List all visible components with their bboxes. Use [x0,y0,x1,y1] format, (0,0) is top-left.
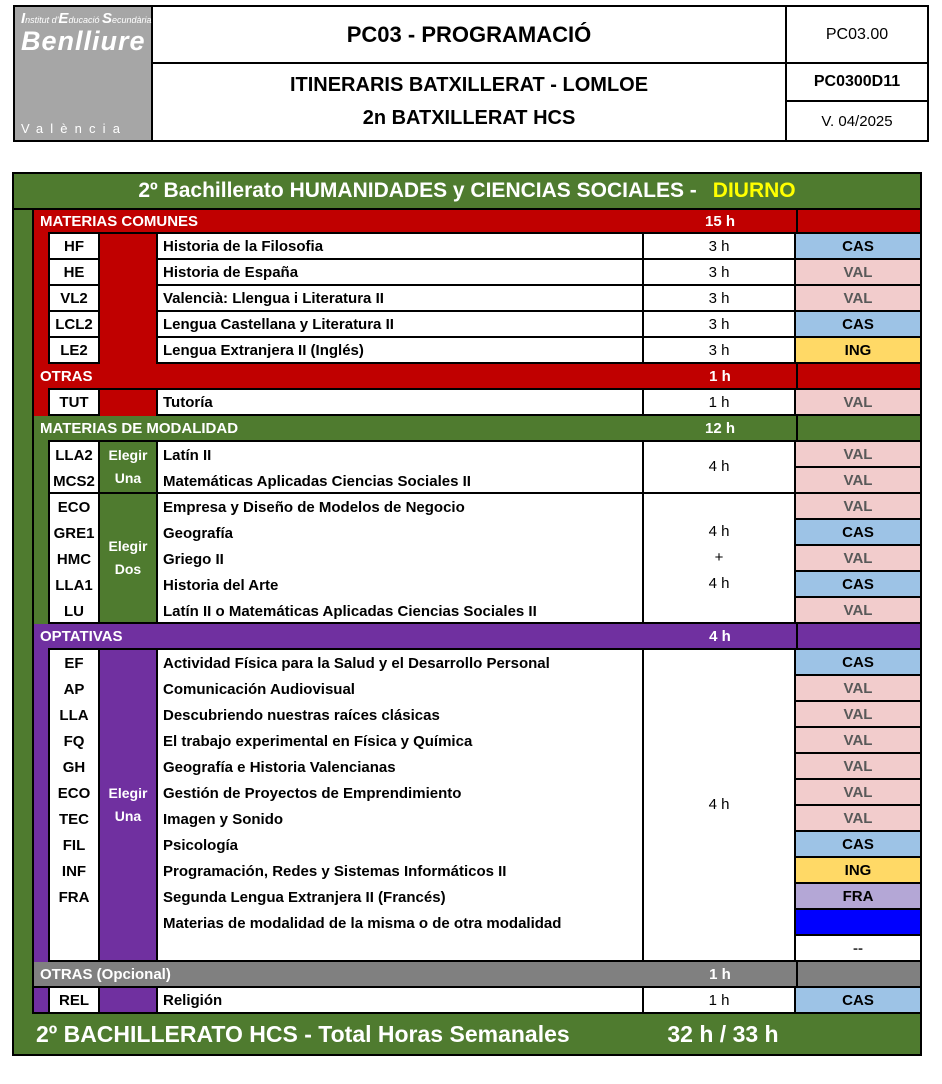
language-cell-empty: -- [796,936,920,962]
table-title-bar [14,174,920,210]
elegir-gap-cell [100,312,156,338]
language-cell-blue [796,910,920,936]
logo-city: València [21,121,128,136]
section-label: OTRAS (Opcional) [40,965,171,983]
subject-code-cell: HF [48,234,100,260]
language-cell: VAL [796,390,920,416]
language-cell: VAL [796,728,920,754]
group-hours: 4 h + 4 h [644,494,796,624]
document-subtitle [153,64,785,140]
table-row [48,286,920,312]
table-body [14,210,920,1014]
language-cell: CAS [796,520,920,546]
hours-cell: 3 h [644,234,796,260]
otras-header-bar [40,364,920,390]
language-cell: VAL [796,494,920,520]
hours-cell: 3 h [644,338,796,364]
subject-code-cell: VL2 [48,286,100,312]
subtitle-line-1: ITINERARIS BATXILLERAT - LOMLOE [289,74,649,96]
section-lang-cell [796,364,920,388]
language-cell: VAL [796,286,920,312]
language-cell: ING [796,858,920,884]
group-languages [796,494,920,624]
subject-name-cell: Tutoría [156,390,644,416]
hours-cell: 1 h [644,988,796,1014]
language-cell: ING [796,338,920,364]
subject-name-cell: Historia de la Filosofia [156,234,644,260]
section-hours: 1 h [709,965,731,983]
subject-name-cell: Historia de España [156,260,644,286]
elegir-label: Elegir Una [100,442,156,494]
header-codes [785,7,927,140]
elegir-label: Elegir Una [100,650,156,962]
document-version: V. 04/2025 [821,112,893,130]
language-cell: VAL [796,806,920,832]
section-header-bar [40,416,920,442]
table-row [48,312,920,338]
hours-cell: 3 h [644,260,796,286]
section-lang-cell [796,416,920,440]
section-lang-cell [796,210,920,232]
hours-cell: 3 h [644,312,796,338]
language-cell: CAS [796,988,920,1014]
group-hours: 4 h [644,442,796,494]
subject-code-cell: LE2 [48,338,100,364]
table-content [34,210,920,1014]
total-hours-value: 32 h / 33 h [667,1020,779,1047]
section-label: MATERIAS DE MODALIDAD [40,419,239,437]
language-cell: VAL [796,546,920,572]
elegir-label: Elegir Dos [100,494,156,624]
subject-name-cell: Religión [156,988,644,1014]
table-title-highlight: DIURNO [712,179,796,202]
group-codes: EF AP LLA FQ GH ECO TEC FIL INF FRA [48,650,100,962]
section-lang-cell [796,962,920,986]
section-materias-comunes [34,210,920,416]
subject-code-cell: HE [48,260,100,286]
section-materias-modalidad [34,416,920,624]
subject-name-cell: Valencià: Llengua i Literatura II [156,286,644,312]
group-codes: LLA2 MCS2 [48,442,100,494]
language-cell: CAS [796,234,920,260]
elegir-gap-cell [100,286,156,312]
elegir-gap-cell [100,338,156,364]
table-row [48,234,920,260]
language-cell: CAS [796,572,920,598]
language-cell: CAS [796,650,920,676]
elegir-gap-cell [100,988,156,1014]
subject-code-cell: TUT [48,390,100,416]
document-title: PC03 - PROGRAMACIÓ [153,7,785,64]
table-row [48,260,920,286]
group-languages [796,442,920,494]
group-subjects: Actividad Física para la Salud y el Desarrollo Personal Comunicación Audiovisual Descubriendo nuestras raíces clásicas El trabajo experimental en Física y Química Geografía e Historia Valencianas Gestión de Proyectos de Emprendimiento Imagen y Sonido Psicología Programación, Redes y Sistemas Informáticos II Segunda Lengua Extranjera II (Francés) Materias de modalidad de la misma o de otra modalidad [156,650,644,962]
section-label: MATERIAS COMUNES [40,212,199,230]
group-subjects: Empresa y Diseño de Modelos de Negocio Geografía Griego II Historia del Arte Latín II o Matemáticas Aplicadas Ciencias Sociales II [156,494,644,624]
table-row [48,338,920,364]
school-logo [15,7,153,140]
group-hours: 4 h [644,650,796,962]
elegir-gap-cell [100,390,156,416]
optativas-group [48,650,920,962]
section-label: OTRAS [40,367,93,385]
itinerary-table [12,172,922,1056]
section-otras-opcional [34,962,920,1014]
subject-name-cell: Lengua Castellana y Literatura II [156,312,644,338]
language-cell: CAS [796,312,920,338]
subject-code-cell: LCL2 [48,312,100,338]
language-cell: VAL [796,468,920,494]
language-cell: FRA [796,884,920,910]
table-row [34,988,920,1014]
document-header [13,5,929,142]
total-bar [14,1014,920,1054]
section-header-bar [34,962,920,988]
document-code: PC03.00 [787,7,927,64]
section-strip [34,210,48,416]
language-cell: VAL [796,598,920,624]
section-hours: 1 h [709,367,731,385]
section-header-bar [40,210,920,234]
section-lang-cell [796,624,920,648]
language-cell: VAL [796,780,920,806]
language-cell: VAL [796,702,920,728]
section-label: OPTATIVAS [40,627,123,645]
section-strip [34,416,48,624]
logo-school-name: Benlliure [21,26,146,56]
section-header-bar [40,624,920,650]
subtitle-line-2: 2n BATXILLERAT HCS [362,107,576,129]
subject-code-cell: REL [48,988,100,1014]
language-cell: VAL [796,442,920,468]
language-cell: CAS [796,832,920,858]
hours-cell: 3 h [644,286,796,312]
elegir-gap-cell [100,260,156,286]
modalidad-group-elegir-una [48,442,920,494]
group-codes: ECO GRE1 HMC LLA1 LU [48,494,100,624]
language-cell: VAL [796,676,920,702]
language-cell: VAL [796,260,920,286]
modalidad-group-elegir-dos [48,494,920,624]
section-hours: 4 h [709,627,731,645]
document-doc-code: PC0300D11 [787,64,927,102]
subject-name-cell: Lengua Extranjera II (Inglés) [156,338,644,364]
header-center [153,7,785,140]
table-title: 2º Bachillerato HUMANIDADES y CIENCIAS SOCIALES - [138,179,697,202]
section-strip [34,624,48,962]
group-subjects: Latín II Matemáticas Aplicadas Ciencias Sociales II [156,442,644,494]
section-hours: 12 h [704,419,735,437]
total-label: 2º BACHILLERATO HCS - Total Horas Semanales [36,1020,570,1047]
section-strip [34,988,48,1014]
hours-cell: 1 h [644,390,796,416]
left-green-gutter [14,210,34,1014]
elegir-gap-cell [100,234,156,260]
group-languages [796,650,920,962]
section-optativas [34,624,920,962]
section-hours: 15 h [704,212,735,230]
table-row [48,390,920,416]
language-cell: VAL [796,754,920,780]
logo-institution-line: Institut d'Educació Secundària [21,10,152,27]
